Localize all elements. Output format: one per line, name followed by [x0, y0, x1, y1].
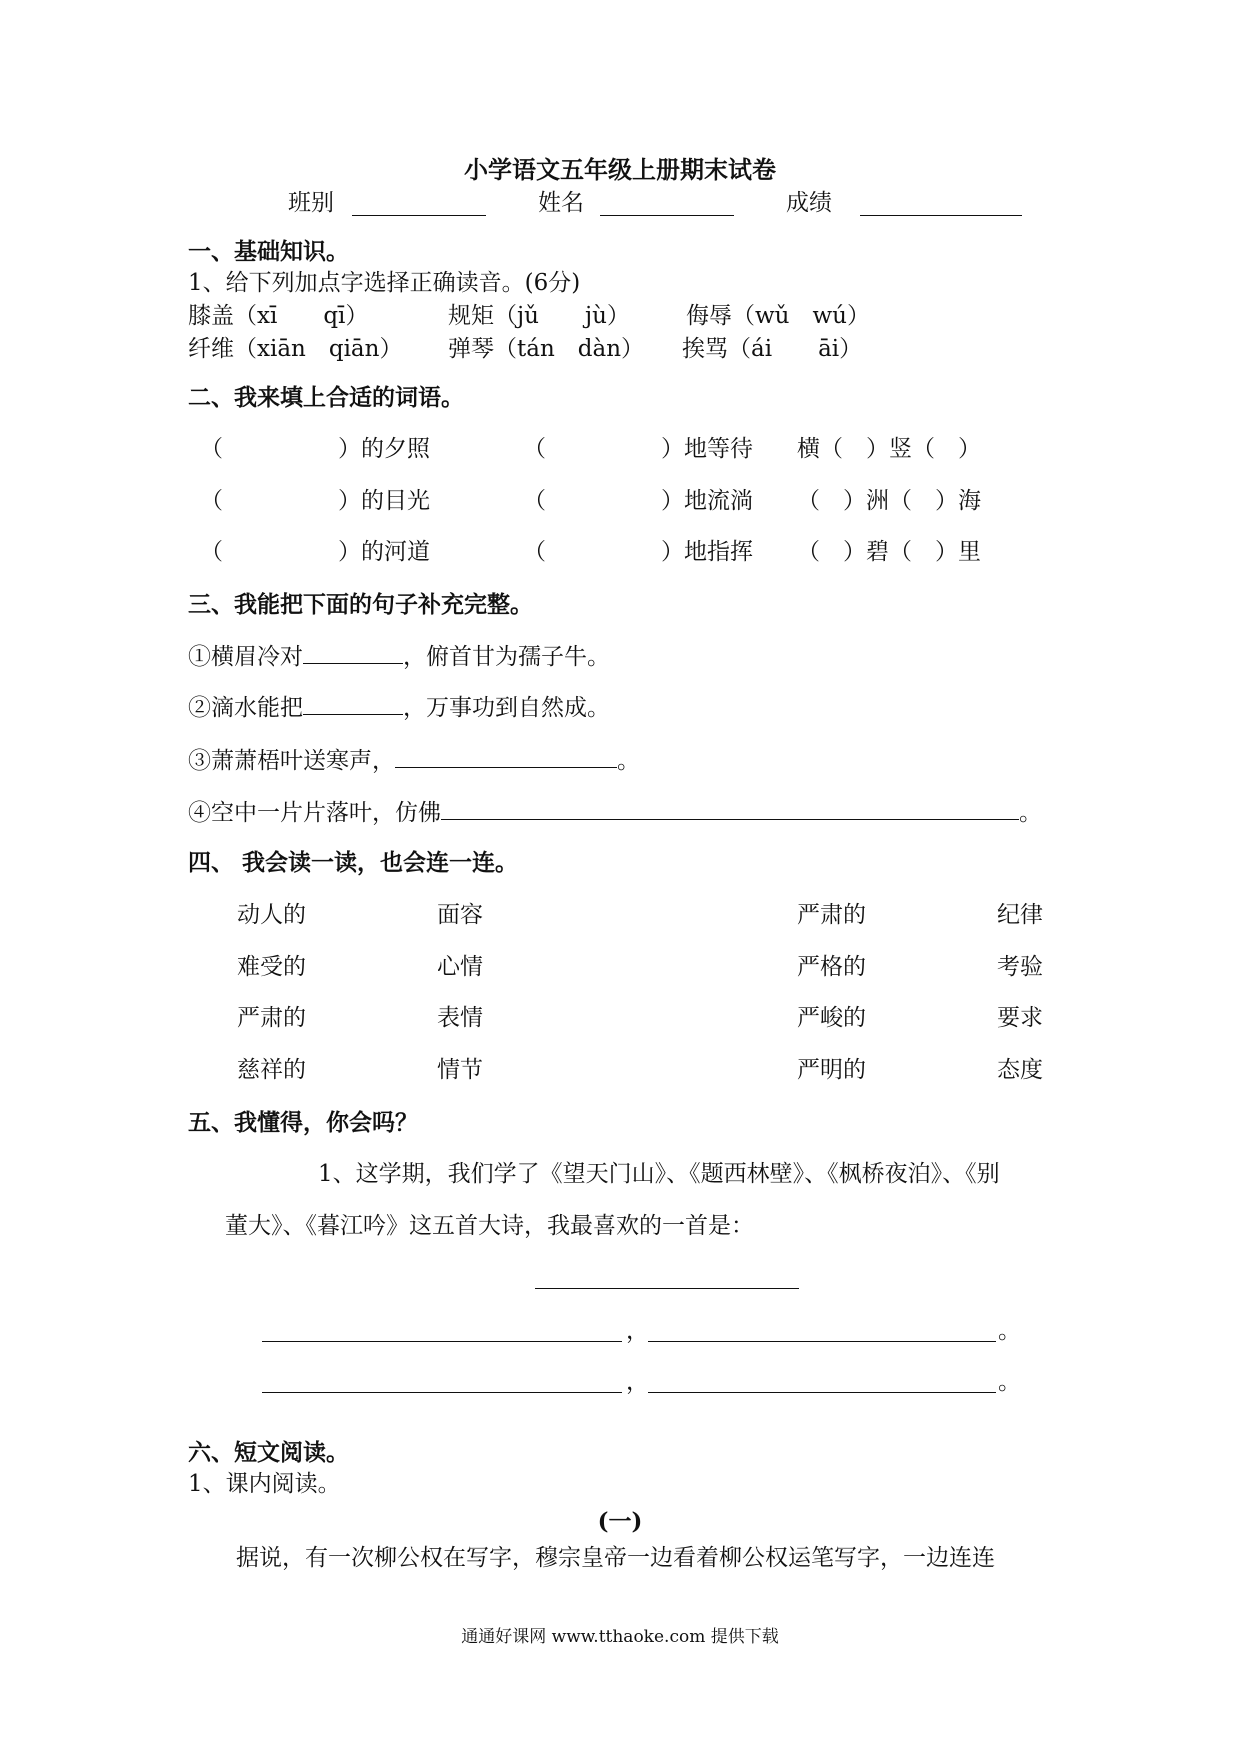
name-blank[interactable] [600, 215, 734, 216]
fill-word-item: （ ）地指挥 [523, 539, 753, 565]
sentence-item [188, 641, 610, 672]
sentence-blank[interactable] [303, 641, 403, 664]
fill-word-item: （ ）的河道 [200, 539, 430, 565]
fill-word-item: （ ）洲（ ）海 [797, 488, 981, 514]
pinyin-item: 膝盖（xī qī） [188, 303, 369, 329]
match-word[interactable]: 表情 [437, 1005, 483, 1031]
score-blank[interactable] [860, 215, 1022, 216]
pinyin-item: 挨骂（ái āi） [682, 336, 863, 362]
fill-word-item: （ ）地流淌 [523, 488, 753, 514]
class-blank[interactable] [352, 215, 486, 216]
section2-heading: 二、我来填上合适的词语。 [188, 384, 464, 411]
section4-heading: 四、 我会读一读，也会连一连。 [188, 849, 519, 876]
score-label: 成绩 [786, 190, 832, 216]
fill-word-item: （ ）碧（ ）里 [797, 539, 981, 565]
section1-question: 1、给下列加点字选择正确读音。(6分) [188, 270, 581, 296]
poem-comma: ， [626, 1318, 649, 1344]
section5-heading: 五、我懂得，你会吗？ [188, 1109, 418, 1136]
section5-paragraph: 董大》、《暮江吟》这五首大诗，我最喜欢的一首是： [225, 1213, 754, 1239]
pinyin-item: 规矩（jǔ jù） [448, 303, 630, 329]
passage-subtitle: (一) [597, 1508, 643, 1535]
pinyin-item: 纤维（xiān qiān） [188, 336, 403, 362]
section3-heading: 三、我能把下面的句子补充完整。 [188, 591, 533, 618]
poem-comma: ， [626, 1369, 649, 1395]
sentence-blank[interactable] [441, 797, 1019, 820]
match-word[interactable]: 严格的 [797, 954, 866, 980]
match-word[interactable]: 面容 [437, 902, 483, 928]
sentence-text: ③萧萧梧叶送寒声， [188, 748, 395, 774]
section6-heading: 六、短文阅读。 [188, 1439, 349, 1466]
page-title: 小学语文五年级上册期末试卷 [464, 155, 776, 184]
pinyin-item: 侮辱（wǔ wú） [686, 303, 870, 329]
match-word[interactable]: 动人的 [237, 902, 306, 928]
poem-line-blank[interactable] [648, 1392, 996, 1393]
match-word[interactable]: 情节 [437, 1057, 483, 1083]
fill-word-item: （ ）的夕照 [200, 436, 430, 462]
sentence-text: ①横眉冷对 [188, 644, 303, 670]
match-word[interactable]: 严明的 [797, 1057, 866, 1083]
match-word[interactable]: 心情 [437, 954, 483, 980]
match-word[interactable]: 考验 [997, 954, 1043, 980]
poem-title-blank[interactable] [535, 1288, 799, 1289]
section5-paragraph: 1、这学期，我们学了《望天门山》、《题西林壁》、《枫桥夜泊》、《别 [318, 1161, 1000, 1187]
fill-word-item: （ ）的目光 [200, 488, 430, 514]
match-word[interactable]: 难受的 [237, 954, 306, 980]
match-word[interactable]: 要求 [997, 1005, 1043, 1031]
section1-heading: 一、基础知识。 [188, 238, 349, 265]
fill-word-item: （ ）地等待 [523, 436, 753, 462]
sentence-blank[interactable] [395, 745, 617, 768]
sentence-text: ②滴水能把 [188, 695, 303, 721]
match-word[interactable]: 严峻的 [797, 1005, 866, 1031]
match-word[interactable]: 态度 [997, 1057, 1043, 1083]
sentence-item [188, 692, 610, 723]
fill-word-item: 横（ ）竖（ ） [797, 436, 981, 462]
section6-question: 1、课内阅读。 [188, 1471, 341, 1497]
sentence-text: ，万事功到自然成。 [403, 695, 610, 721]
match-word[interactable]: 严肃的 [237, 1005, 306, 1031]
poem-line-blank[interactable] [648, 1341, 996, 1342]
poem-period: 。 [998, 1318, 1021, 1344]
sentence-text: ④空中一片片落叶，仿佛 [188, 800, 441, 826]
poem-period: 。 [998, 1369, 1021, 1395]
sentence-item [188, 797, 1042, 828]
match-word[interactable]: 纪律 [997, 902, 1043, 928]
page-footer: 通通好课网 www.tthaoke.com 提供下载 [461, 1627, 779, 1647]
sentence-text: 。 [617, 748, 640, 774]
class-label: 班别 [288, 190, 334, 216]
match-word[interactable]: 慈祥的 [237, 1057, 306, 1083]
pinyin-item: 弹琴（tán dàn） [448, 336, 645, 362]
name-label: 姓名 [538, 190, 584, 216]
sentence-text: 。 [1019, 800, 1042, 826]
poem-line-blank[interactable] [262, 1392, 622, 1393]
poem-line-blank[interactable] [262, 1341, 622, 1342]
sentence-blank[interactable] [303, 692, 403, 715]
sentence-item [188, 745, 640, 776]
match-word[interactable]: 严肃的 [797, 902, 866, 928]
sentence-text: ，俯首甘为孺子牛。 [403, 644, 610, 670]
passage-paragraph: 据说，有一次柳公权在写字，穆宗皇帝一边看着柳公权运笔写字，一边连连 [236, 1545, 995, 1571]
